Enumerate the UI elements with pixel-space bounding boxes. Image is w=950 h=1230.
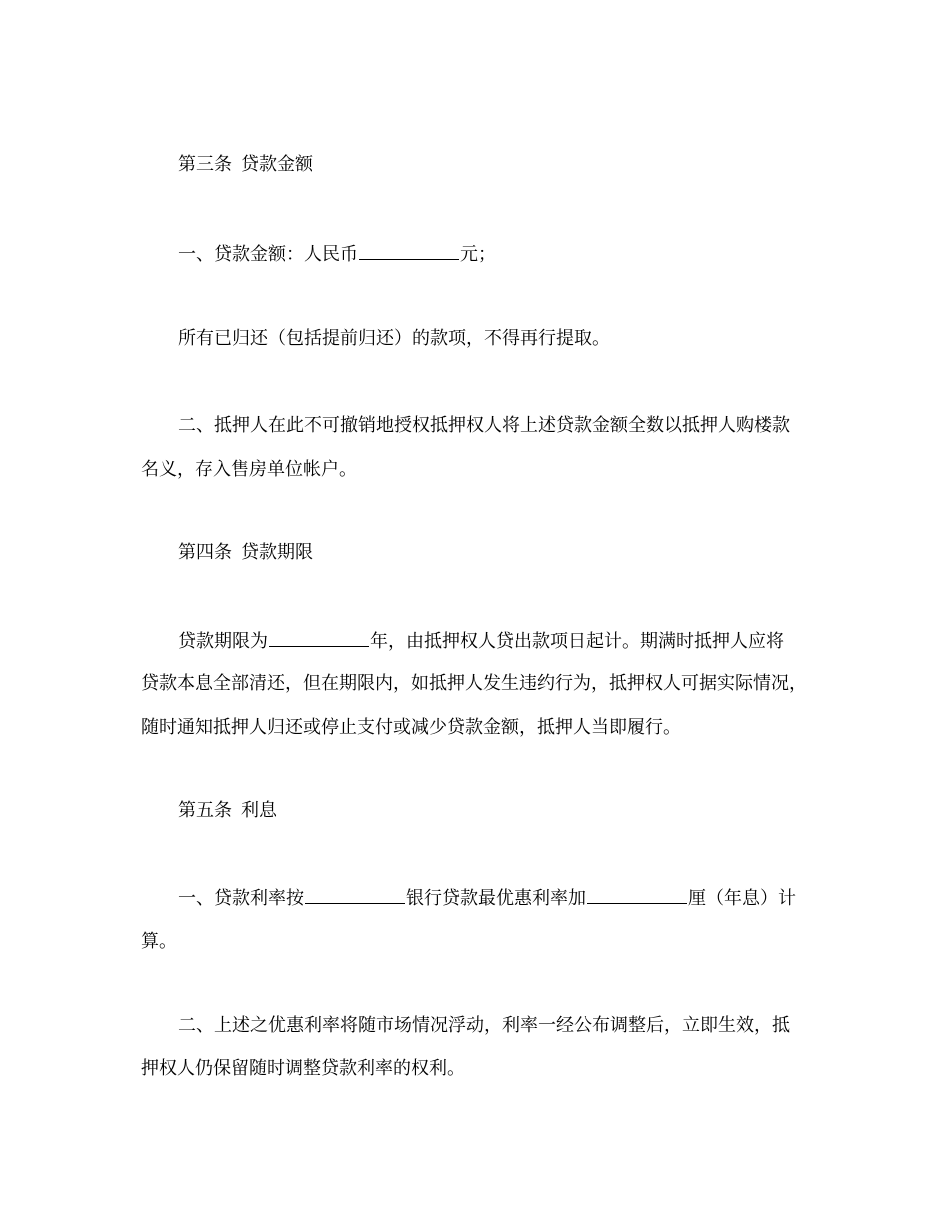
section-4-heading — [178, 541, 313, 565]
section-3-item-1 — [178, 242, 496, 266]
section-3-paragraph-2: 所有已归还（包括提前归还）的款项，不得再行提取。 — [178, 328, 610, 349]
section-5-title: 利息 — [241, 800, 277, 821]
loan-term-label: 贷款期限为 — [178, 631, 268, 652]
section-5-heading — [178, 799, 277, 823]
section-5-item-1-line-2: 算。 — [141, 931, 177, 952]
section-5-number: 第五条 — [178, 800, 232, 821]
loan-amount-label: 一、贷款金额：人民币 — [178, 244, 358, 265]
section-5-item-2-line-2: 押权人仍保留随时调整贷款利率的权利。 — [141, 1058, 465, 1079]
section-3-item-2-line-1: 二、抵押人在此不可撤销地授权抵押权人将上述贷款金额全数以抵押人购楼款 — [178, 415, 790, 436]
interest-rate-label: 一、贷款利率按 — [178, 888, 304, 909]
section-4-paragraph-line-2: 贷款本息全部清还，但在期限内，如抵押人发生违约行为，抵押权人可据实际情况， — [141, 673, 807, 694]
section-4-number: 第四条 — [178, 542, 232, 563]
section-3-title: 贷款金额 — [241, 154, 313, 175]
section-4-paragraph-line-1: 贷款期限为 年，由抵押权人贷出款项日起计。期满时抵押人应将 — [178, 631, 784, 652]
section-4-paragraph-line-3: 随时通知抵押人归还或停止支付或减少贷款金额，抵押人当即履行。 — [141, 717, 681, 738]
section-4-title: 贷款期限 — [241, 542, 313, 563]
section-3-heading — [178, 153, 313, 177]
section-5-item-1-line-1: 一、贷款利率按 银行贷款最优惠利率加 厘（年息）计 — [178, 888, 796, 909]
loan-amount-unit: 元； — [460, 244, 496, 265]
section-3-number: 第三条 — [178, 154, 232, 175]
bank-name-blank[interactable] — [305, 886, 405, 904]
rate-margin-blank[interactable] — [587, 886, 687, 904]
section-3-item-2-line-2: 名义，存入售房单位帐户。 — [141, 459, 357, 480]
section-5-item-2-line-1: 二、上述之优惠利率将随市场情况浮动，利率一经公布调整后，立即生效，抵 — [178, 1015, 790, 1036]
loan-term-blank[interactable] — [269, 629, 369, 647]
loan-amount-blank[interactable] — [359, 242, 459, 260]
